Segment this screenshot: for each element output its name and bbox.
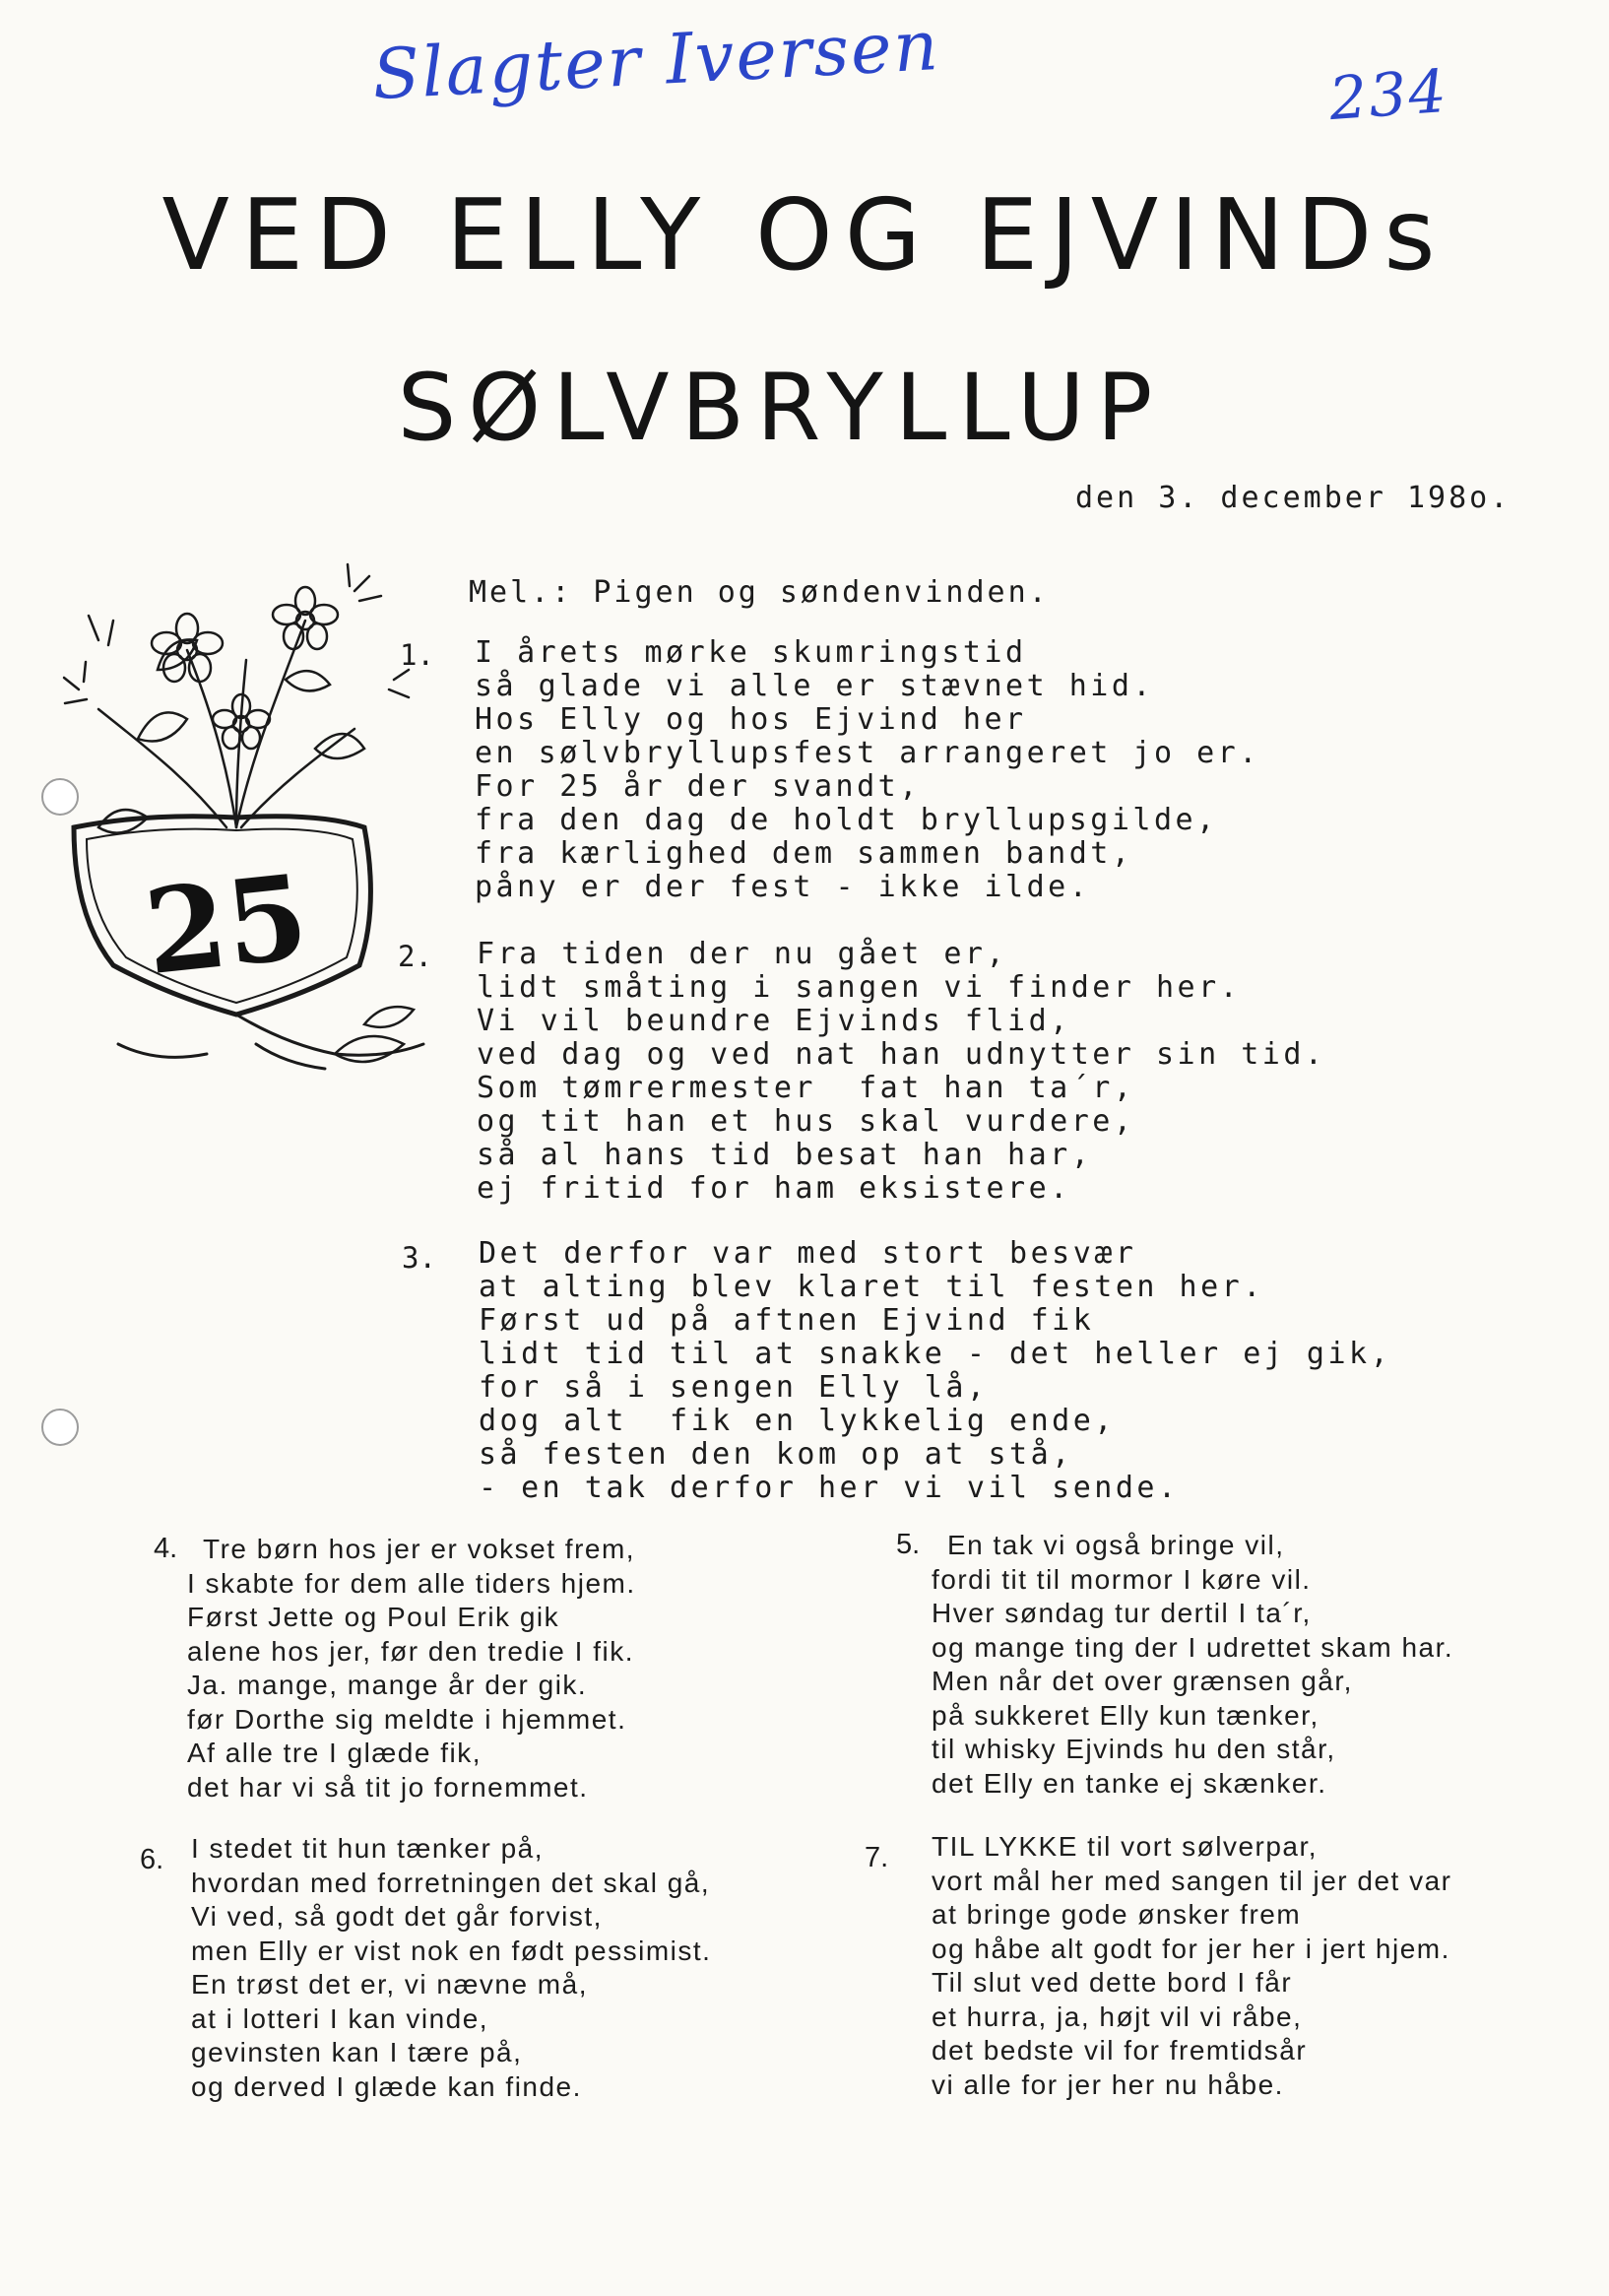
- verse-line: Hos Elly og hos Ejvind her: [475, 702, 1027, 737]
- verse-4: [154, 1533, 636, 1804]
- verse-line: til whisky Ejvinds hu den står,: [932, 1734, 1336, 1764]
- verse-line: påny er der fest - ikke ilde.: [475, 870, 1091, 904]
- bud: [389, 670, 409, 697]
- leaf: [315, 734, 364, 758]
- bud: [89, 616, 113, 645]
- verse-number: 7.: [865, 1842, 889, 1873]
- verse-line: En trøst det er, vi nævne må,: [191, 1969, 588, 2000]
- verse-line: fra den dag de holdt bryllupsgilde,: [475, 803, 1218, 837]
- verse-line: Men når det over grænsen går,: [932, 1666, 1353, 1696]
- verse-line: Ja. mange, mange år der gik.: [187, 1670, 588, 1700]
- verse-line: Først ud på aftnen Ejvind fik: [479, 1303, 1095, 1338]
- page-subtitle: SØLVBRYLLUP: [397, 355, 1165, 462]
- blossom: [152, 614, 223, 682]
- verse-number: 4.: [154, 1533, 178, 1564]
- verse-line: at alting blev klaret til festen her.: [479, 1270, 1264, 1304]
- verse-line: så al hans tid besat han har,: [477, 1138, 1093, 1172]
- verse-line: Tre børn hos jer er vokset frem,: [203, 1534, 636, 1564]
- verse-line: og derved I glæde kan finde.: [191, 2070, 582, 2102]
- melody-note: Mel.: Pigen og søndenvinden.: [469, 575, 1050, 610]
- verse-line: Hver søndag tur dertil I ta´r,: [932, 1598, 1312, 1628]
- verse-line: og mange ting der I udrettet skam har.: [932, 1631, 1454, 1663]
- verse-line: vort mål her med sangen til jer det var: [932, 1865, 1452, 1896]
- verse-line: gevinsten kan I tære på,: [191, 2037, 523, 2067]
- verse-line: - en tak derfor her vi vil sende.: [479, 1471, 1180, 1505]
- verse-line: dog alt fik en lykkelig ende,: [479, 1404, 1116, 1438]
- floral-25-emblem: [39, 532, 433, 1103]
- verse-line: før Dorthe sig meldte i hjemmet.: [187, 1703, 627, 1735]
- verse-line: I skabte for dem alle tiders hjem.: [187, 1567, 636, 1599]
- verse-line: at i lotteri I kan vinde,: [191, 2002, 489, 2034]
- page-title: VED ELLY OG EJVINDs: [161, 177, 1448, 293]
- verse-line: det Elly en tanke ej skænker.: [932, 1767, 1327, 1799]
- verse-3: [402, 1236, 1392, 1505]
- leaf: [138, 712, 187, 741]
- verse-line: Til slut ved dette bord I får: [932, 1967, 1293, 1998]
- handwritten-page-number: 234: [1326, 56, 1450, 135]
- leaf: [364, 1007, 414, 1027]
- verse-line: I stedet tit hun tænker på,: [191, 1833, 545, 1864]
- verse-line: En tak vi også bringe vil,: [947, 1530, 1285, 1560]
- verse-line: så glade vi alle er stævnet hid.: [475, 669, 1154, 703]
- verse-line: for så i sengen Elly lå,: [479, 1370, 989, 1405]
- bud: [64, 662, 87, 703]
- verse-line: det bedste vil for fremtidsår: [932, 2035, 1308, 2066]
- leaf: [335, 1036, 404, 1062]
- verse-7: [865, 1830, 1452, 2102]
- verse-line: Først Jette og Poul Erik gik: [187, 1602, 560, 1632]
- verse-line: og håbe alt godt for jer her i jert hjem.: [932, 1933, 1450, 1964]
- verse-line: I årets mørke skumringstid: [475, 635, 1027, 670]
- verse-line: lidt tid til at snakke - det heller ej gik,: [479, 1337, 1392, 1371]
- verse-line: hvordan med forretningen det skal gå,: [191, 1867, 711, 1898]
- binder-hole: [41, 778, 79, 816]
- verse-line: og tit han et hus skal vurdere,: [477, 1104, 1135, 1139]
- verse-line: Det derfor var med stort besvær: [479, 1236, 1137, 1271]
- verse-line: ved dag og ved nat han udnytter sin tid.: [477, 1037, 1326, 1072]
- verse-line: det har vi så tit jo fornemmet.: [187, 1771, 589, 1803]
- verse-number: 3.: [402, 1241, 436, 1275]
- verse-line: alene hos jer, før den tredie I fik.: [187, 1635, 634, 1667]
- verse-line: TIL LYKKE til vort sølverpar,: [932, 1831, 1319, 1862]
- verse-line: ej fritid for ham eksistere.: [477, 1171, 1071, 1206]
- verse-line: Vi ved, så godt det går forvist,: [191, 1901, 603, 1932]
- bud: [348, 564, 381, 601]
- verse-number: 5.: [896, 1529, 921, 1560]
- leaf: [286, 671, 330, 690]
- verse-line: vi alle for jer her nu håbe.: [932, 2068, 1284, 2100]
- verse-line: en sølvbryllupsfest arrangeret jo er.: [475, 736, 1260, 770]
- event-date: den 3. december 198o.: [1075, 481, 1512, 515]
- verse-line: For 25 år der svandt,: [475, 769, 921, 804]
- verse-line: på sukkeret Elly kun tænker,: [932, 1699, 1319, 1731]
- verse-2: [398, 937, 1326, 1206]
- verse-line: Af alle tre I glæde fik,: [187, 1738, 483, 1768]
- blossom: [273, 587, 338, 649]
- verse-number: 2.: [398, 940, 432, 973]
- verse-line: Fra tiden der nu gået er,: [477, 937, 1008, 971]
- verse-line: fra kærlighed dem sammen bandt,: [475, 836, 1133, 871]
- verse-line: lidt småting i sangen vi finder her.: [477, 970, 1242, 1005]
- flower-stem: [187, 650, 236, 827]
- emblem-number: 25: [138, 847, 314, 1002]
- verse-line: fordi tit til mormor I køre vil.: [932, 1563, 1312, 1595]
- verse-line: men Elly er vist nok en født pessimist.: [191, 1935, 712, 1966]
- verse-line: at bringe gode ønsker frem: [932, 1899, 1302, 1930]
- verse-5: [896, 1529, 1454, 1801]
- verse-line: Som tømrermester fat han ta´r,: [477, 1071, 1135, 1105]
- verse-line: Vi vil beundre Ejvinds flid,: [477, 1004, 1071, 1038]
- verse-1: [400, 635, 1260, 904]
- verse-number: 1.: [400, 638, 434, 672]
- handwritten-name-annotation: Slagter Iversen: [370, 4, 942, 116]
- verse-6: [140, 1832, 712, 2104]
- verse-line: et hurra, ja, højt vil vi råbe,: [932, 2001, 1303, 2032]
- verse-number: 6.: [140, 1844, 164, 1875]
- binder-hole: [41, 1409, 79, 1446]
- verse-line: så festen den kom op at stå,: [479, 1437, 1073, 1472]
